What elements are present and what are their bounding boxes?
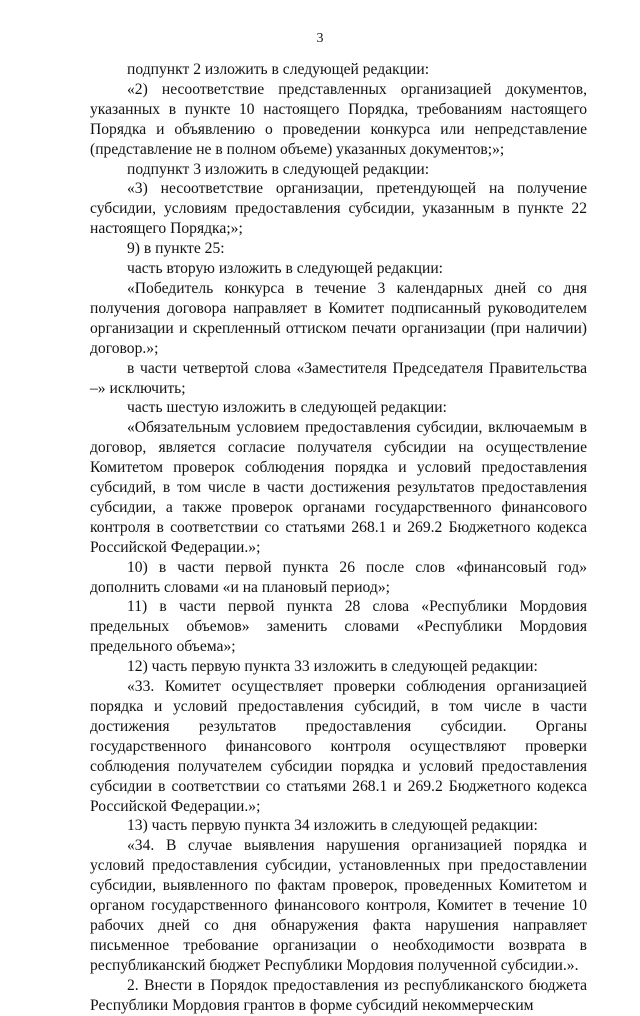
paragraph-part-6-intro: часть шестую изложить в следующей редакции: bbox=[127, 399, 447, 417]
document-body bbox=[90, 60, 587, 1016]
paragraph-item-13-intro: 13) часть первую пункта 34 изложить в следующей редакции: bbox=[127, 817, 538, 835]
paragraph-part-6-text: «Обязательным условием предоставления субсидии, включаемым в договор, является согласие получателя субсидии на осуществление Комитетом проверок соблюдения порядка и условий предоставления субсидий, в том числе в части достижения результатов предоставления субсидии, а также проверок органами государственного финансового контроля в соответствии со статьями 268.1 и 269.2 Бюджетного кодекса Российской Федерации.»; bbox=[90, 419, 587, 556]
paragraph-item-9: 9) в пункте 25: bbox=[127, 240, 225, 258]
paragraph-part-2-intro: часть вторую изложить в следующей редакции: bbox=[127, 260, 444, 278]
paragraph-part-4: в части четвертой слова «Заместителя Председателя Правительства –» исключить; bbox=[90, 359, 587, 397]
paragraph-part-2-text: «Победитель конкурса в течение 3 календарных дней со дня получения договора направляет в Комитет подписанный руководителем организации и скрепленный оттиском печати организации (при наличии) договор.»; bbox=[90, 279, 587, 357]
paragraph-item-13-text: «34. В случае выявления нарушения организацией порядка и условий предоставления субсидии, установленных при предоставлении субсидии, выявленного по фактам проверок, проведенных Комитетом и органом государственного финансового контроля, Комитет в течение 10 рабочих дней со дня обнаружения факта нарушения направляет письменное требование организации о необходимости возврата в республиканский бюджет Республики Мордовия полученной субсидии.». bbox=[90, 837, 587, 974]
paragraph-subitem-3-text: «3) несоответствие организации, претендующей на получение субсидии, условиям предоставления субсидии, указанным в пункте 22 настоящего Порядка;»; bbox=[90, 180, 587, 238]
paragraph-subitem-3-intro: подпункт 3 изложить в следующей редакции: bbox=[127, 160, 430, 178]
paragraph-section-2: 2. Внести в Порядок предоставления из республиканского бюджета Республики Мордовия грантов в форме субсидий некоммерческим bbox=[90, 976, 587, 1014]
paragraph-item-10: 10) в части первой пункта 26 после слов «финансовый год» дополнить словами «и на плановый период»; bbox=[90, 558, 587, 596]
paragraph-item-12-intro: 12) часть первую пункта 33 изложить в следующей редакции: bbox=[127, 658, 538, 676]
paragraph-item-11: 11) в части первой пункта 28 слова «Республики Мордовия предельных объемов» заменить словами «Республики Мордовия предельного объема»; bbox=[90, 598, 587, 656]
page-number: 3 bbox=[316, 31, 324, 46]
paragraph-subitem-2-intro: подпункт 2 изложить в следующей редакции: bbox=[127, 61, 430, 78]
paragraph-subitem-2-text: «2) несоответствие представленных организацией документов, указанных в пункте 10 настоящего Порядка, требованиям настоящего Порядка и объявлению о проведении конкурса или непредставление (представление не в полном объеме) указанных документов;»; bbox=[90, 80, 587, 158]
paragraph-item-12-text: «33. Комитет осуществляет проверки соблюдения организацией порядка и условий предоставления субсидий, в том числе в части достижения результатов предоставления субсидии. Органы государственного финансового контроля осуществляют проверки соблюдения получателем субсидии порядка и условий предоставления субсидии в соответствии со статьями 268.1 и 269.2 Бюджетного кодекса Российской Федерации.»; bbox=[90, 678, 587, 815]
